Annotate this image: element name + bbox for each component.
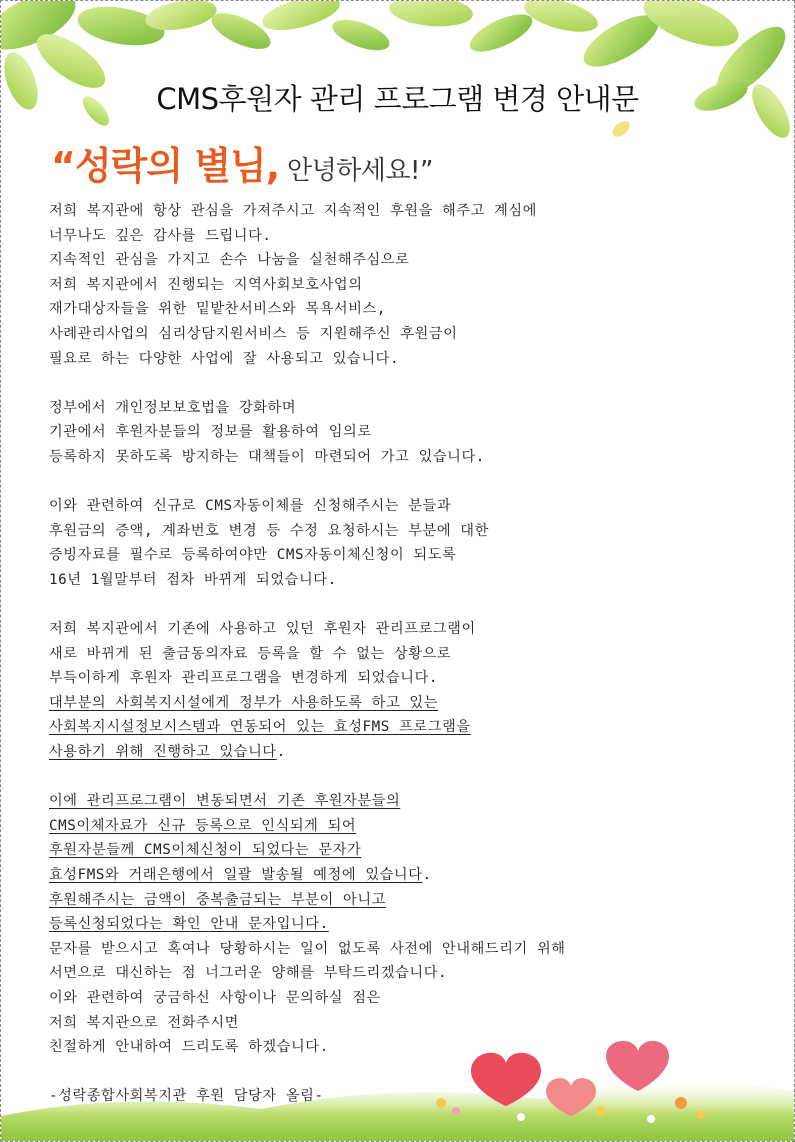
text-line — [49, 986, 749, 1011]
text-line-content: 새로 바뀌게 된 출금동의자료 등록을 할 수 없는 상황으로 — [49, 645, 452, 662]
text-line — [49, 543, 749, 568]
text-line-content: 부득이하게 후원자 관리프로그램을 변경하게 되었습니다. — [49, 670, 439, 687]
text-line-tail: . — [422, 867, 432, 884]
text-line — [49, 199, 749, 224]
text-line-content: 이에 관리프로그램이 변동되면서 기존 후원자분들의 — [49, 793, 401, 810]
paragraph-gap — [49, 765, 749, 790]
text-line — [49, 691, 749, 716]
text-line-content: 16년 1월말부터 점차 바뀌게 되었습니다. — [49, 571, 337, 588]
paragraph-gap — [49, 371, 749, 396]
paragraph-gap — [49, 470, 749, 495]
text-line-content: 후원금의 증액, 계좌번호 변경 등 수정 요청하시는 부분에 대한 — [49, 522, 489, 539]
text-line — [49, 347, 749, 372]
text-line-content: CMS이체자료가 신규 등록으로 인식되게 되어 — [49, 817, 357, 834]
text-line — [49, 961, 749, 986]
text-line-content: 후원자분들께 CMS이체신청이 되었다는 문자가 — [49, 842, 362, 859]
text-line-content: 저희 복지관에 항상 관심을 가져주시고 지속적인 후원을 해주고 계심에 — [49, 203, 537, 219]
text-line-content: 후원해주시는 금액이 중복출금되는 부분이 아니고 — [49, 891, 386, 908]
text-line — [49, 224, 749, 249]
text-line-content: 이와 관련하여 신규로 CMS자동이체를 신청해주시는 분들과 — [49, 498, 452, 515]
text-line-content: 사회복지시설정보시스템과 연동되어 있는 효성FMS 프로그램을 — [49, 719, 471, 736]
text-line — [49, 814, 749, 839]
text-line-content: 필요로 하는 다양한 사업에 잘 사용되고 있습니다. — [49, 350, 400, 367]
text-line-content: 정부에서 개인정보보호법을 강화하며 — [49, 399, 297, 416]
text-line — [49, 273, 749, 298]
text-line — [49, 863, 749, 888]
text-line-content: 사용하기 위해 진행하고 있습니다 — [49, 744, 277, 761]
text-line — [49, 420, 749, 445]
text-line-content: 등록하지 못하도록 방지하는 대책들이 마련되어 가고 있습니다. — [49, 448, 485, 465]
text-line — [49, 888, 749, 913]
greeting-main: “성락의 별님, — [51, 144, 280, 188]
text-line — [49, 445, 749, 470]
notice-body — [49, 199, 749, 1134]
text-line-content: 저희 복지관에서 진행되는 지역사회보호사업의 — [49, 276, 363, 293]
text-line-content: 문자를 받으시고 혹여나 당황하시는 일이 없도록 사전에 안내해드리기 위해 — [49, 940, 566, 957]
text-line — [49, 937, 749, 962]
text-line — [49, 568, 749, 593]
text-line-content: 사례관리사업의 심리상담지원서비스 등 지원해주신 후원금이 — [49, 325, 458, 342]
text-line — [49, 617, 749, 642]
paragraph-gap — [49, 593, 749, 618]
document-title: CMS후원자 관리 프로그램 변경 안내문 — [156, 82, 639, 116]
text-line — [49, 248, 749, 273]
text-line — [49, 642, 749, 667]
text-line — [49, 715, 749, 740]
text-line-content: 친절하게 안내하여 드리도록 하겠습니다. — [49, 1039, 329, 1056]
text-line-content: 효성FMS와 거래은행에서 일괄 발송될 예정에 있습니다 — [49, 867, 423, 884]
text-line-content: 이와 관련하여 궁금하신 사항이나 문의하실 점은 — [49, 990, 381, 1006]
text-line-content: 등록신청되었다는 확인 안내 문자입니다. — [49, 916, 329, 933]
greeting-sub: 안녕하세요!” — [279, 156, 433, 186]
text-line-content: 저희 복지관에서 기존에 사용하고 있던 후원자 관리프로그램이 — [49, 621, 476, 638]
text-line — [49, 789, 749, 814]
text-line-tail: . — [276, 744, 286, 761]
signature-line1: -성락종합사회복지관 후원 담당자 올림- — [49, 1088, 324, 1105]
text-line — [49, 838, 749, 863]
text-line-content: 증빙자료를 필수로 등록하여야만 CMS자동이체신청이 되도록 — [49, 547, 457, 564]
text-line — [49, 396, 749, 421]
text-line — [49, 322, 749, 347]
meadow-hearts-decoration — [1, 1011, 795, 1141]
text-line-content: 기관에서 후원자분들의 정보를 활용하여 임의로 — [49, 424, 372, 441]
text-line-content: 재가대상자들을 위한 밑밭찬서비스와 목욕서비스, — [49, 301, 386, 318]
text-line — [49, 519, 749, 544]
greeting — [51, 135, 433, 190]
text-line — [49, 297, 749, 322]
text-line-content: 서면으로 대신하는 점 너그러운 양해를 부탁드리겠습니다. — [49, 965, 448, 982]
text-line — [49, 666, 749, 691]
text-line-content: 대부분의 사회복지시설에게 정부가 사용하도록 하고 있는 — [49, 694, 439, 711]
text-line-content: 지속적인 관심을 가지고 손수 나눔을 실천해주심으로 — [49, 252, 410, 269]
text-line — [49, 494, 749, 519]
text-line — [49, 740, 749, 765]
text-line-content: 너무나도 깊은 감사를 드립니다. — [49, 227, 272, 244]
text-line-content: 저희 복지관으로 전화주시면 — [49, 1014, 239, 1031]
text-line — [49, 912, 749, 937]
